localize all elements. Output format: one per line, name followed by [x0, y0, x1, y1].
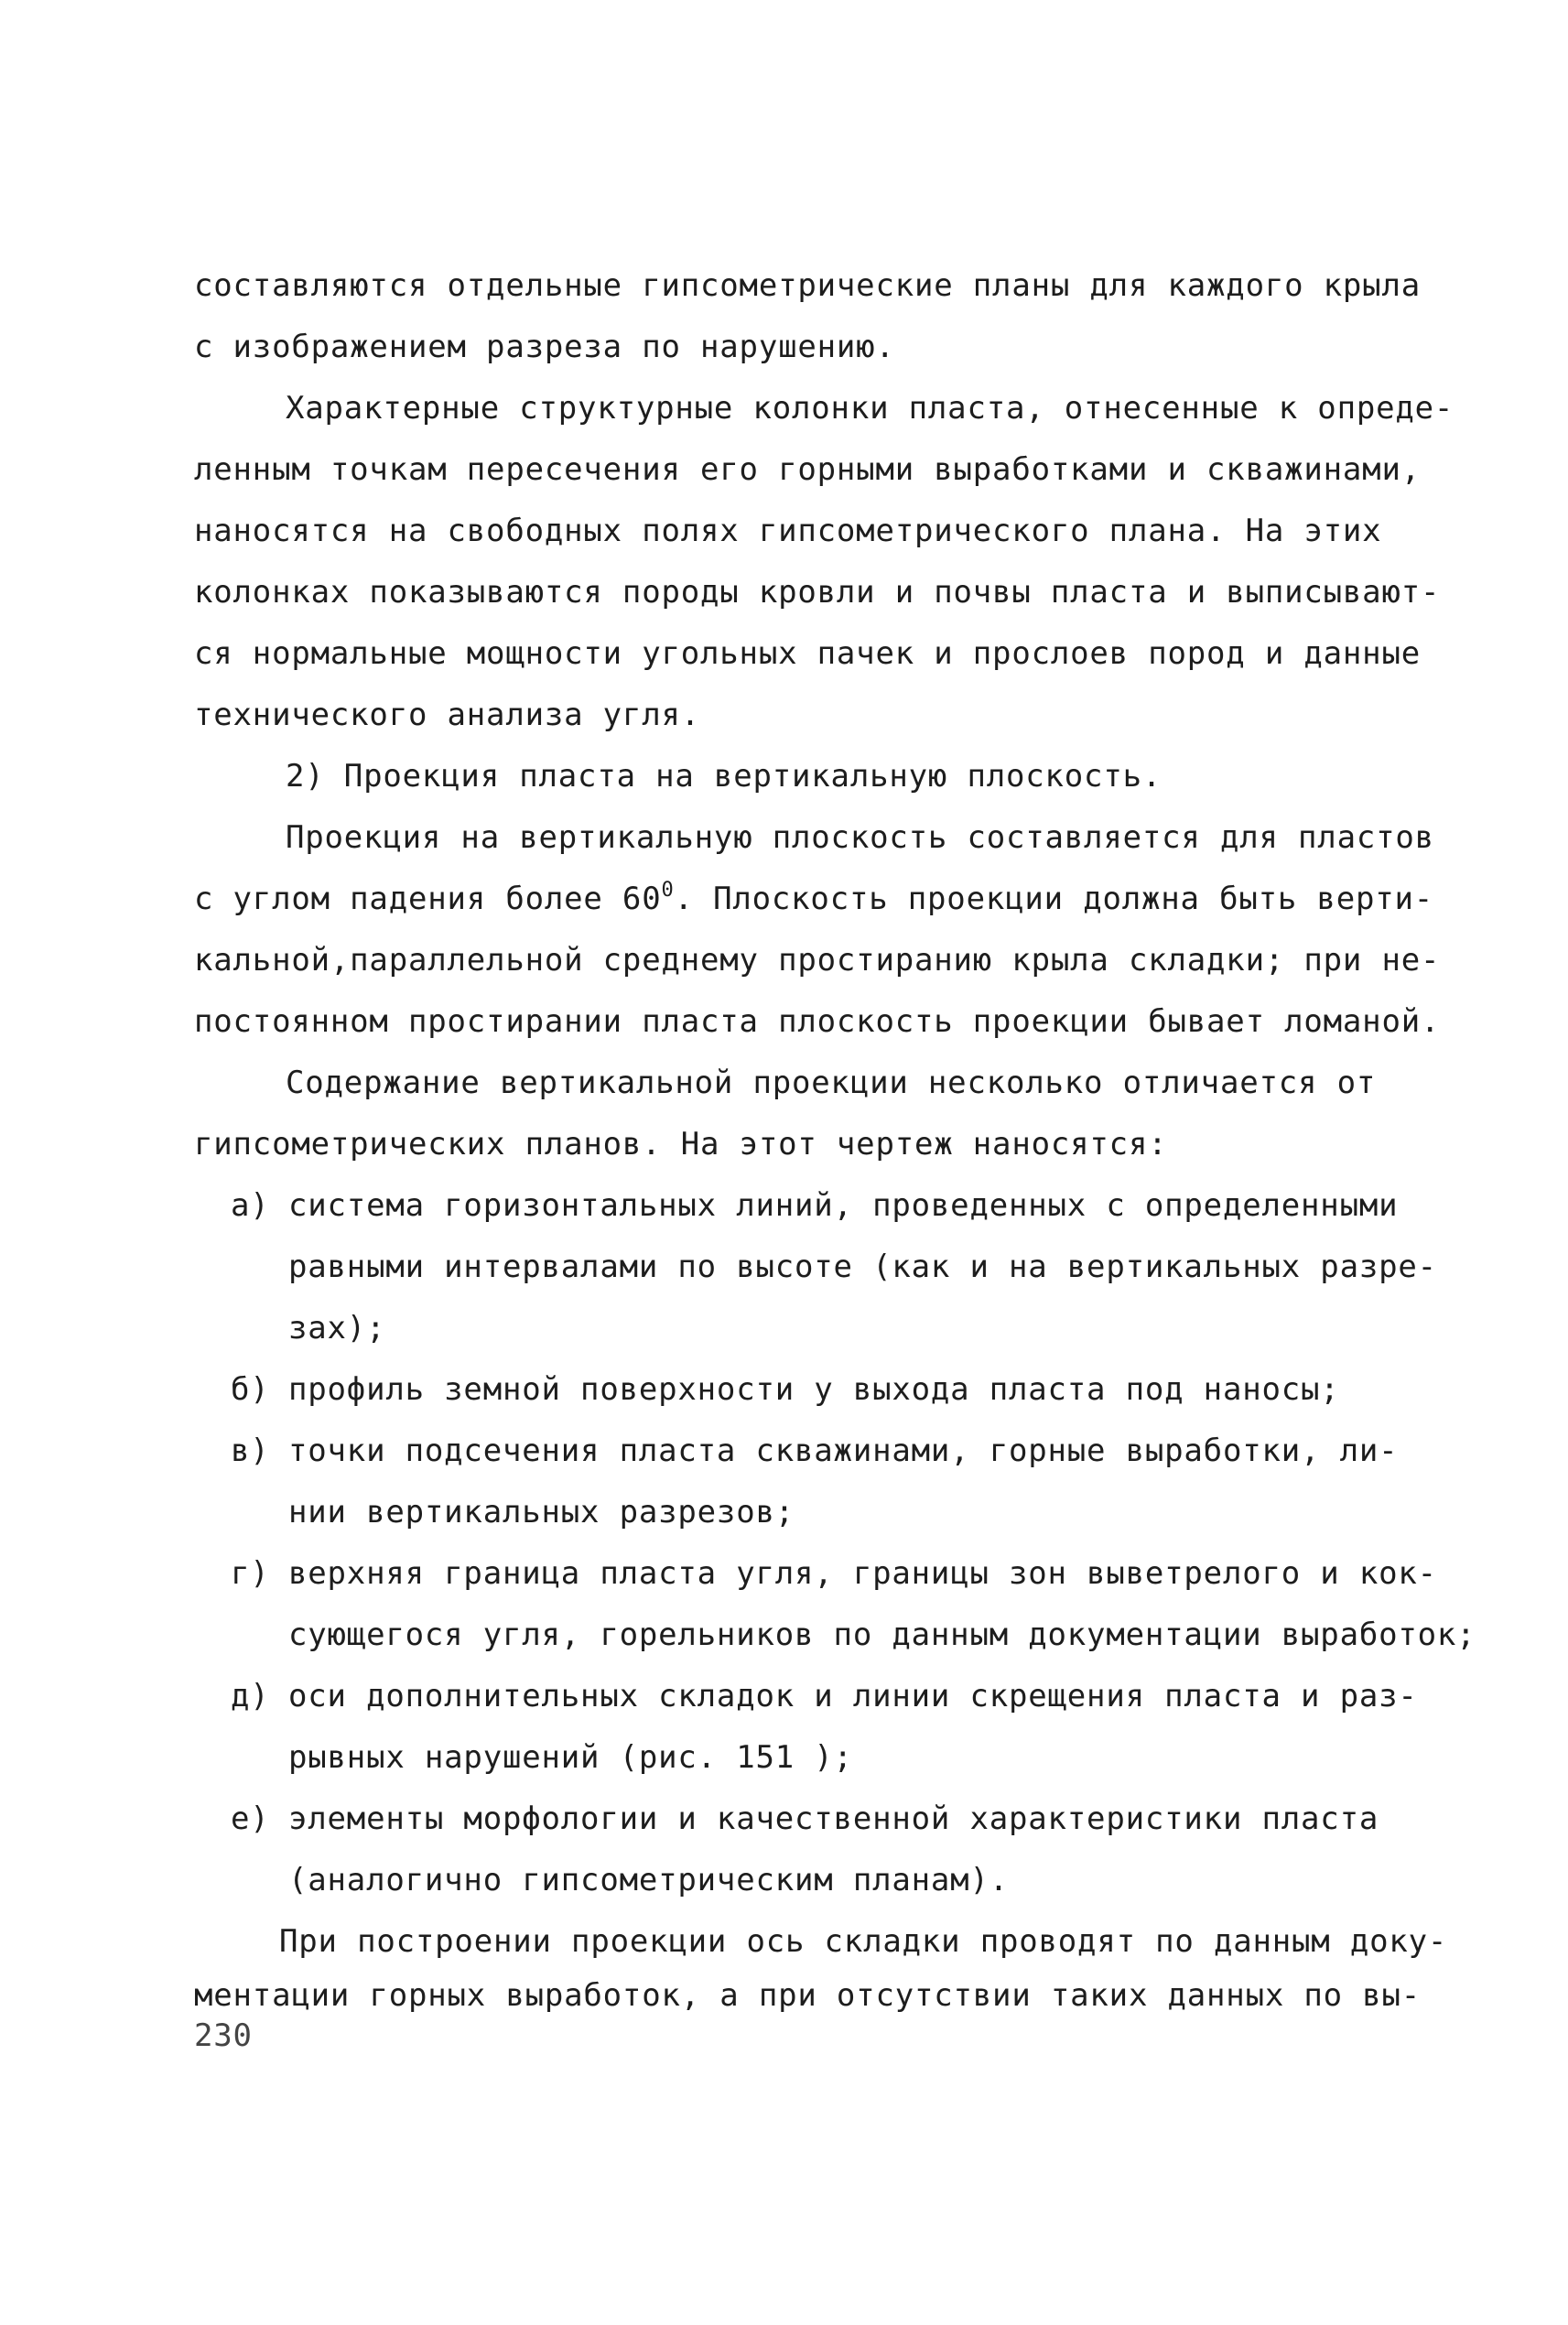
list-item-b-label: б) — [231, 1371, 270, 1408]
paragraph-3-line-2 — [194, 881, 1433, 917]
paragraph-3-line-1: Проекция на вертикальную плоскость составляется для пластов — [286, 819, 1434, 856]
list-item-e-label: е) — [231, 1801, 270, 1837]
paragraph-3-line-2-start: с углом падения более 60 — [194, 881, 662, 917]
list-item-v-label: в) — [231, 1433, 270, 1469]
paragraph-2-line-5: ся нормальные мощности угольных пачек и прослоев пород и данные — [194, 635, 1421, 672]
paragraph-1-line-2: с изображением разреза по нарушению. — [194, 329, 895, 365]
paragraph-2-line-2: ленным точкам пересечения его горными выработками и скважинами, — [194, 451, 1421, 488]
list-item-g-line-2: сующегося угля, горельников по данным документации выработок; — [288, 1617, 1476, 1653]
paragraph-2-line-3: наносятся на свободных полях гипсометрического плана. На этих — [194, 513, 1382, 549]
paragraph-5-line-1: При построении проекции ось складки проводят по данным доку- — [279, 1923, 1448, 1960]
degree-superscript: 0 — [661, 879, 675, 902]
list-item-a-line-3: зах); — [288, 1310, 386, 1346]
list-item-a-line-1: система горизонтальных линий, проведенных с определенными — [288, 1187, 1399, 1224]
list-item-d-line-2: рывных нарушений (рис. 151 ); — [288, 1739, 853, 1776]
list-item-a-line-2: равными интервалами по высоте (как и на вертикальных разре- — [288, 1249, 1437, 1285]
list-item-v-line-1: точки подсечения пласта скважинами, горные выработки, ли- — [288, 1433, 1399, 1469]
paragraph-3-line-4: постоянном простирании пласта плоскость проекции бывает ломаной. — [194, 1003, 1441, 1040]
paragraph-3-line-2-end: . Плоскость проекции должна быть верти- — [674, 881, 1434, 917]
paragraph-5-line-2: ментации горных выработок, а при отсутствии таких данных по вы- — [194, 1977, 1421, 2014]
paragraph-2-line-1: Характерные структурные колонки пласта, отнесенные к опреде- — [286, 390, 1454, 427]
list-item-v-line-2: нии вертикальных разрезов; — [288, 1494, 795, 1530]
list-item-g-label: г) — [231, 1555, 270, 1592]
section-heading: 2) Проекция пласта на вертикальную плоскость. — [286, 758, 1162, 795]
list-item-e-line-1: элементы морфологии и качественной характеристики пласта — [288, 1801, 1379, 1837]
list-item-b-line-1: профиль земной поверхности у выхода пласта под наносы; — [288, 1371, 1340, 1408]
page-number: 230 — [194, 2017, 253, 2054]
paragraph-3-line-3: кальной,параллельной среднему простиранию крыла складки; при не- — [194, 942, 1441, 979]
paragraph-2-line-4: колонках показываются породы кровли и почвы пласта и выписывают- — [194, 574, 1441, 611]
list-item-d-label: д) — [231, 1678, 270, 1714]
list-item-e-line-2: (аналогично гипсометрическим планам). — [288, 1862, 1009, 1898]
paragraph-4-line-1: Содержание вертикальной проекции несколько отличается от — [286, 1065, 1377, 1101]
list-item-a-label: а) — [231, 1187, 270, 1224]
paragraph-1-line-1: составляются отдельные гипсометрические планы для каждого крыла — [194, 267, 1421, 304]
paragraph-2-line-6: технического анализа угля. — [194, 697, 701, 733]
list-item-d-line-1: оси дополнительных складок и линии скрещения пласта и раз- — [288, 1678, 1418, 1714]
paragraph-4-line-2: гипсометрических планов. На этот чертеж наносятся: — [194, 1126, 1168, 1162]
list-item-g-line-1: верхняя граница пласта угля, границы зон выветрелого и кок- — [288, 1555, 1437, 1592]
